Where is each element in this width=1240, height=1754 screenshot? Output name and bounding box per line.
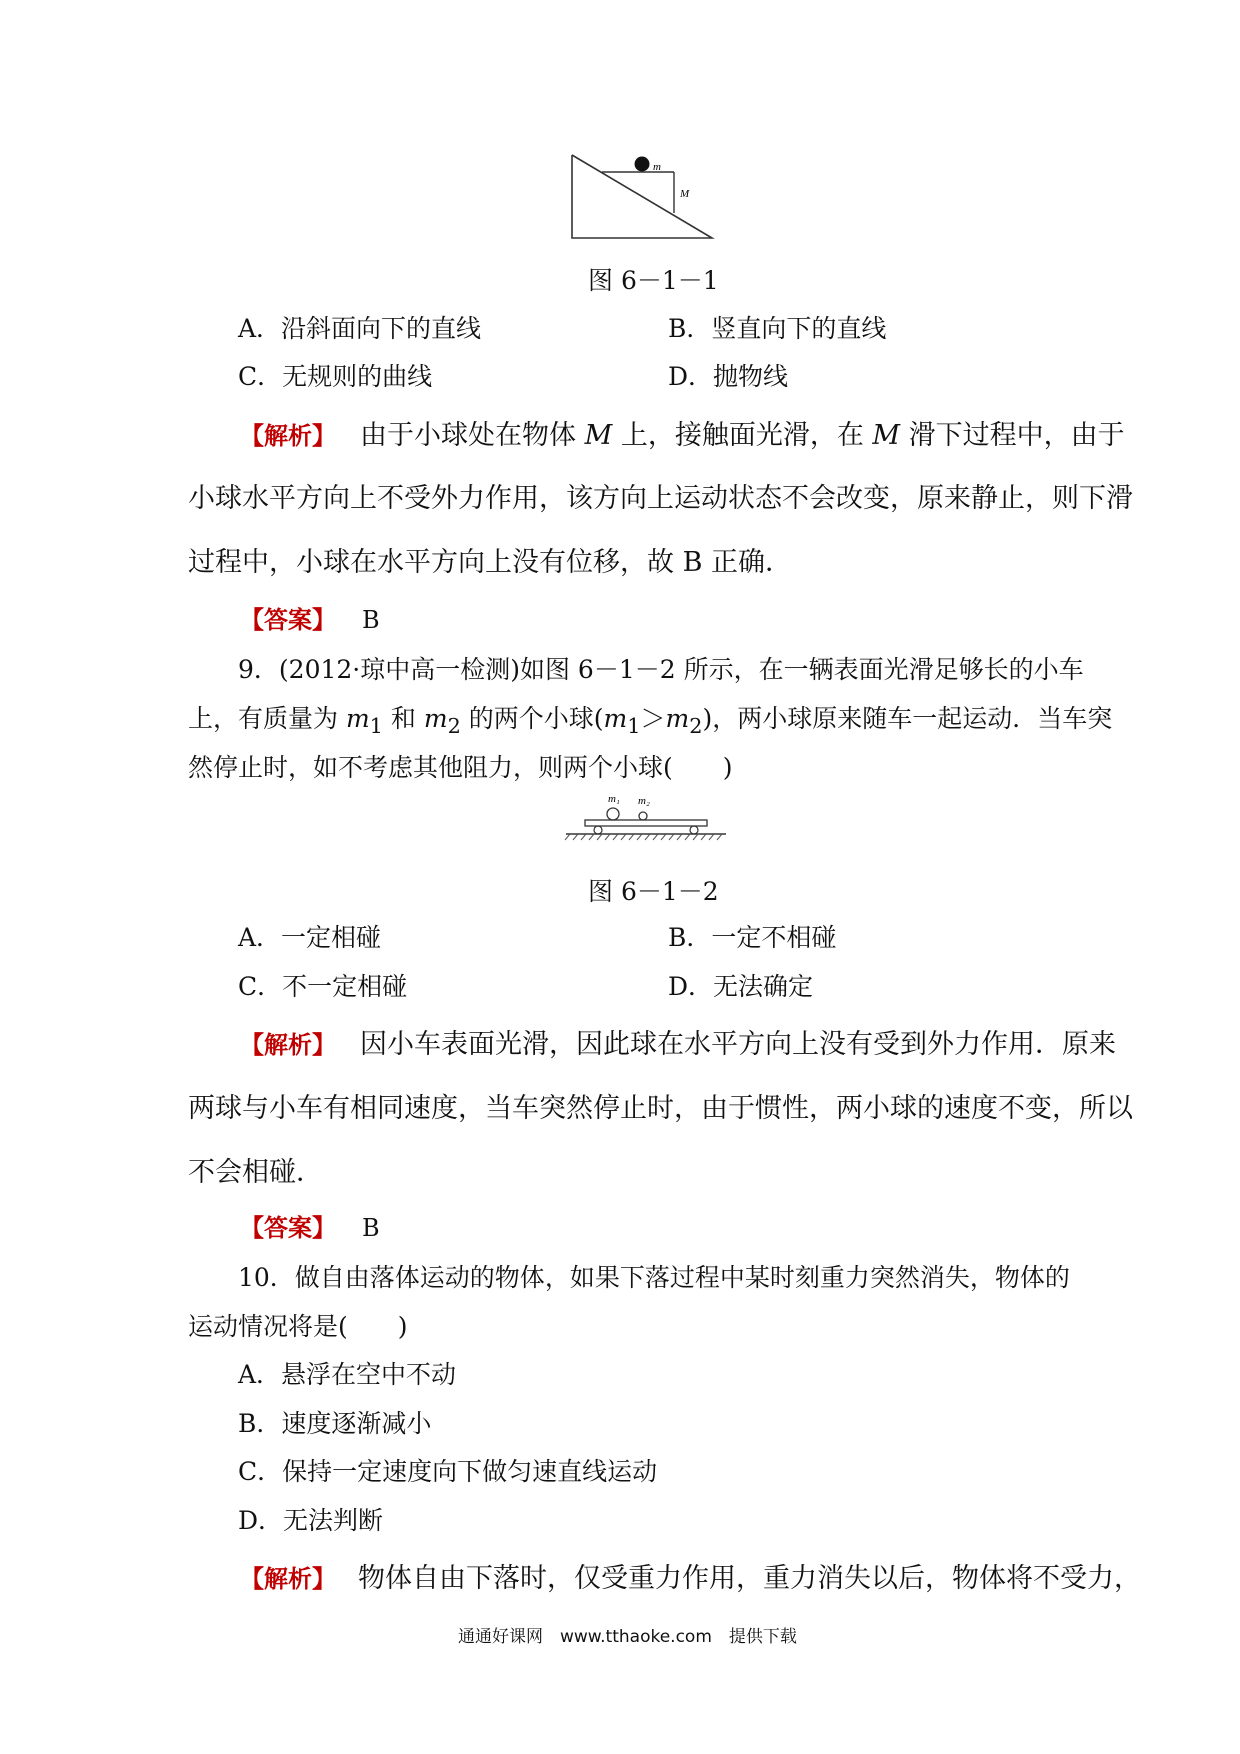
page-footer: 通通好课网 www.tthaoke.com 提供下载 (458, 1627, 797, 1647)
q9-option-c: C．不一定相碰 (238, 972, 408, 1001)
label-m2: m₂ (638, 795, 650, 807)
q9-analysis-line1: 【解析】 因小车表面光滑，因此球在水平方向上没有受到外力作用．原来 (240, 1029, 1116, 1060)
q9-analysis-line3: 不会相碰． (188, 1157, 323, 1188)
q10-stem-line1: 10．做自由落体运动的物体，如果下落过程中某时刻重力突然消失，物体的 (238, 1263, 1070, 1292)
analysis-tag: 【解析】 (240, 1031, 336, 1059)
ball-m (635, 157, 650, 172)
q9-stem-line1: 9．(2012·琼中高一检测)如图 6－1－2 所示，在一辆表面光滑足够长的小车 (238, 655, 1084, 684)
q10-option-b: B．速度逐渐减小 (238, 1409, 432, 1438)
analysis-tag: 【解析】 (240, 1565, 336, 1593)
q8-analysis-line1: 【解析】 由于小球处在物体 M 上，接触面光滑，在 M 滑下过程中，由于 (240, 420, 1125, 451)
q8-option-b: B．竖直向下的直线 (668, 314, 887, 343)
q9-option-a: A．一定相碰 (238, 923, 382, 952)
answer-tag: 【答案】 (240, 606, 336, 634)
q9-option-d: D．无法确定 (668, 972, 814, 1001)
analysis-tag: 【解析】 (240, 422, 336, 450)
label-m1: m₁ (608, 793, 620, 805)
label-m: m (653, 161, 661, 173)
ball-m1 (607, 808, 619, 820)
q9-stem-line2: 上，有质量为 $m_1$ 和 $m_2$ 的两个小球$(m_1>m_2)$，两小球原来随车一起运动．当车突 (188, 704, 1113, 738)
figure-cart (560, 788, 730, 844)
wheel-left (594, 826, 602, 834)
q10-stem-line2: 运动情况将是( ) (188, 1312, 408, 1341)
wheel-right (690, 826, 698, 834)
q9-analysis-line2: 两球与小车有相同速度，当车突然停止时，由于惯性，两小球的速度不变，所以 (188, 1093, 1133, 1124)
q9-option-b: B．一定不相碰 (668, 923, 837, 952)
cart-body (585, 820, 707, 826)
q8-analysis-line2: 小球水平方向上不受外力作用，该方向上运动状态不会改变，原来静止，则下滑 (188, 483, 1133, 514)
q9-answer: 【答案】 B (240, 1214, 380, 1242)
q8-option-c: C．无规则的曲线 (238, 362, 433, 391)
q10-option-a: A．悬浮在空中不动 (238, 1360, 457, 1389)
q8-answer: 【答案】 B (240, 606, 380, 634)
q10-option-c: C．保持一定速度向下做匀速直线运动 (238, 1457, 658, 1486)
label-M: M (680, 188, 690, 200)
answer-tag: 【答案】 (240, 1214, 336, 1242)
q10-analysis-line1: 【解析】 物体自由下落时，仅受重力作用，重力消失以后，物体将不受力， (240, 1563, 1141, 1594)
q8-analysis-line3: 过程中，小球在水平方向上没有位移，故 B 正确． (188, 547, 793, 578)
q9-stem-line3: 然停止时，如不考虑其他阻力，则两个小球( ) (188, 753, 733, 782)
q8-option-d: D．抛物线 (668, 362, 789, 391)
ground-hatching (565, 834, 722, 840)
figure-caption-6-1-2: 图 6－1－2 (588, 877, 719, 906)
figure-incline (560, 150, 730, 245)
q10-option-d: D．无法判断 (238, 1506, 384, 1535)
figure-caption-6-1-1: 图 6－1－1 (588, 266, 719, 295)
ball-m2 (639, 812, 647, 820)
q8-option-a: A．沿斜面向下的直线 (238, 314, 482, 343)
